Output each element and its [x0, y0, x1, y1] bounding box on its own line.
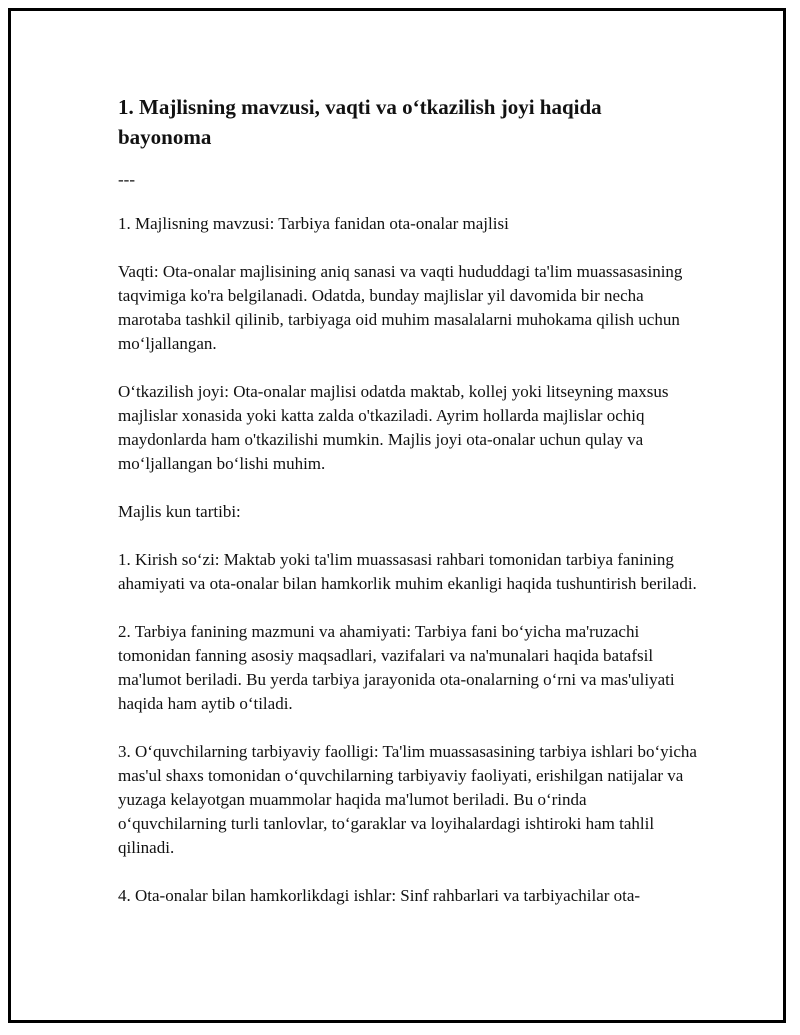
agenda-item-4: 4. Ota-onalar bilan hamkorlikdagi ishlar: Sinf rahbarlari va tarbiyachilar ota- — [118, 886, 641, 905]
paragraph-time: Vaqti: Ota-onalar majlisining aniq sanasi va vaqti hududdagi ta'lim muassasasining taqvimiga ko'ra belgilanadi. Odatda, bunday majlislar yil davomida bir necha marotaba tashkil qilinib, tarbiyaga oid muhim masalalarni muhokama qilish uchun mo‘ljallangan. — [118, 262, 683, 353]
agenda-item-2: 2. Tarbiya fanining mazmuni va ahamiyati: Tarbiya fani bo‘yicha ma'ruzachi tomonidan fanning asosiy maqsadlari, vazifalari va na'munalari haqida batafsil ma'lumot beriladi. Bu yerda tarbiya jarayonida ota-onalarning o‘rni va mas'uliyati haqida ham aytib o‘tiladi. — [118, 622, 675, 713]
document-body — [118, 92, 698, 908]
separator: --- — [118, 170, 135, 189]
agenda-item-3: 3. O‘quvchilarning tarbiyaviy faolligi: Ta'lim muassasasining tarbiya ishlari bo‘yicha mas'ul shaxs tomonidan o‘quvchilarning tarbiyaviy faoliyati, erishilgan natijalar va yuzaga kelayotgan muammolar haqida ma'lumot beriladi. Bu o‘rinda o‘quvchilarning turli tanlovlar, to‘garaklar va loyihalardagi ishtiroki ham tahlil qilinadi. — [118, 742, 697, 857]
agenda-heading: Majlis kun tartibi: — [118, 502, 241, 521]
paragraph-location: O‘tkazilish joyi: Ota-onalar majlisi odatda maktab, kollej yoki litseyning maxsus majlislar xonasida yoki katta zalda o'tkaziladi. Ayrim hollarda majlislar ochiq maydonlarda ham o'tkazilishi mumkin. Majlis joyi ota-onalar uchun qulay va mo‘ljallangan bo‘lishi muhim. — [118, 382, 669, 473]
document-title: 1. Majlisning mavzusi, vaqti va o‘tkazilish joyi haqida bayonoma — [118, 95, 602, 149]
paragraph-topic: 1. Majlisning mavzusi: Tarbiya fanidan ota-onalar majlisi — [118, 214, 509, 233]
agenda-item-1: 1. Kirish so‘zi: Maktab yoki ta'lim muassasasi rahbari tomonidan tarbiya fanining ahamiyati va ota-onalar bilan hamkorlik muhim ekanligi haqida tushuntirish beriladi. — [118, 550, 697, 593]
